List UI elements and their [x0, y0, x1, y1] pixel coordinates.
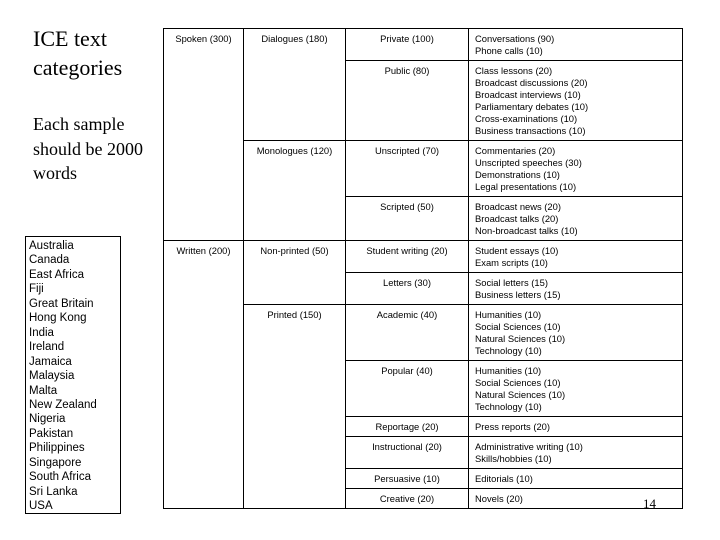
country-item: South Africa	[29, 471, 92, 484]
country-list	[25, 236, 121, 514]
category-cell: Popular (40)	[346, 361, 469, 417]
subcategory-cell: Humanities (10) Social Sciences (10) Natural Sciences (10) Technology (10)	[469, 361, 683, 417]
subcategory-cell: Humanities (10) Social Sciences (10) Natural Sciences (10) Technology (10)	[469, 305, 683, 361]
category-cell: Scripted (50)	[346, 197, 469, 241]
subcategory-cell: Student essays (10) Exam scripts (10)	[469, 241, 683, 273]
country-item: Australia	[29, 240, 74, 252]
subcategory-cell: Press reports (20)	[469, 417, 683, 437]
written-cell: Written (200)	[164, 241, 244, 509]
country-item: New Zealand	[29, 398, 97, 411]
category-cell: Academic (40)	[346, 305, 469, 361]
country-item: Philippines	[29, 442, 85, 455]
country-item: Pakistan	[29, 427, 74, 440]
subcategory-cell: Editorials (10)	[469, 469, 683, 489]
ice-categories-table	[163, 28, 683, 509]
subcategory-cell: Commentaries (20) Unscripted speeches (30) Demonstrations (10) Legal presentations (10)	[469, 141, 683, 197]
sample-size-note: Each sample should be 2000 words	[33, 114, 143, 183]
country-item: Nigeria	[29, 413, 66, 426]
category-cell: Student writing (20)	[346, 241, 469, 273]
category-cell: Letters (30)	[346, 273, 469, 305]
printed-cell: Printed (150)	[244, 305, 346, 509]
country-item: Malta	[29, 384, 58, 397]
slide-title: ICE text categories	[33, 26, 123, 80]
subcategory-cell: Novels (20)	[469, 489, 683, 509]
country-item: Canada	[29, 254, 70, 267]
spoken-cell: Spoken (300)	[164, 29, 244, 241]
category-cell: Private (100)	[346, 29, 469, 61]
category-cell: Persuasive (10)	[346, 469, 469, 489]
subcategory-cell: Class lessons (20) Broadcast discussions (20) Broadcast interviews (10) Parliamentary debates (10) Cross-examinations (10) Business transactions (10)	[469, 61, 683, 141]
country-item: Fiji	[29, 283, 44, 296]
subcategory-cell: Administrative writing (10) Skills/hobbies (10)	[469, 437, 683, 469]
country-item: Malaysia	[29, 370, 75, 383]
page-number: 14	[643, 496, 656, 511]
country-item: Great Britain	[29, 297, 94, 310]
country-item: Jamaica	[29, 355, 72, 368]
category-cell: Public (80)	[346, 61, 469, 141]
subcategory-cell: Social letters (15) Business letters (15)	[469, 273, 683, 305]
category-cell: Instructional (20)	[346, 437, 469, 469]
country-item: East Africa	[29, 268, 84, 281]
country-item: USA	[29, 500, 53, 513]
country-item: India	[29, 326, 54, 339]
country-item: Ireland	[29, 341, 65, 354]
subcategory-cell: Broadcast news (20) Broadcast talks (20) Non-broadcast talks (10)	[469, 197, 683, 241]
monologues-cell: Monologues (120)	[244, 141, 346, 241]
country-item: Sri Lanka	[29, 485, 78, 498]
non-printed-cell: Non-printed (50)	[244, 241, 346, 305]
dialogues-cell: Dialogues (180)	[244, 29, 346, 141]
country-item: Singapore	[29, 456, 82, 469]
category-cell: Unscripted (70)	[346, 141, 469, 197]
subcategory-cell: Conversations (90) Phone calls (10)	[469, 29, 683, 61]
category-cell: Creative (20)	[346, 489, 469, 509]
category-cell: Reportage (20)	[346, 417, 469, 437]
country-item: Hong Kong	[29, 312, 87, 325]
